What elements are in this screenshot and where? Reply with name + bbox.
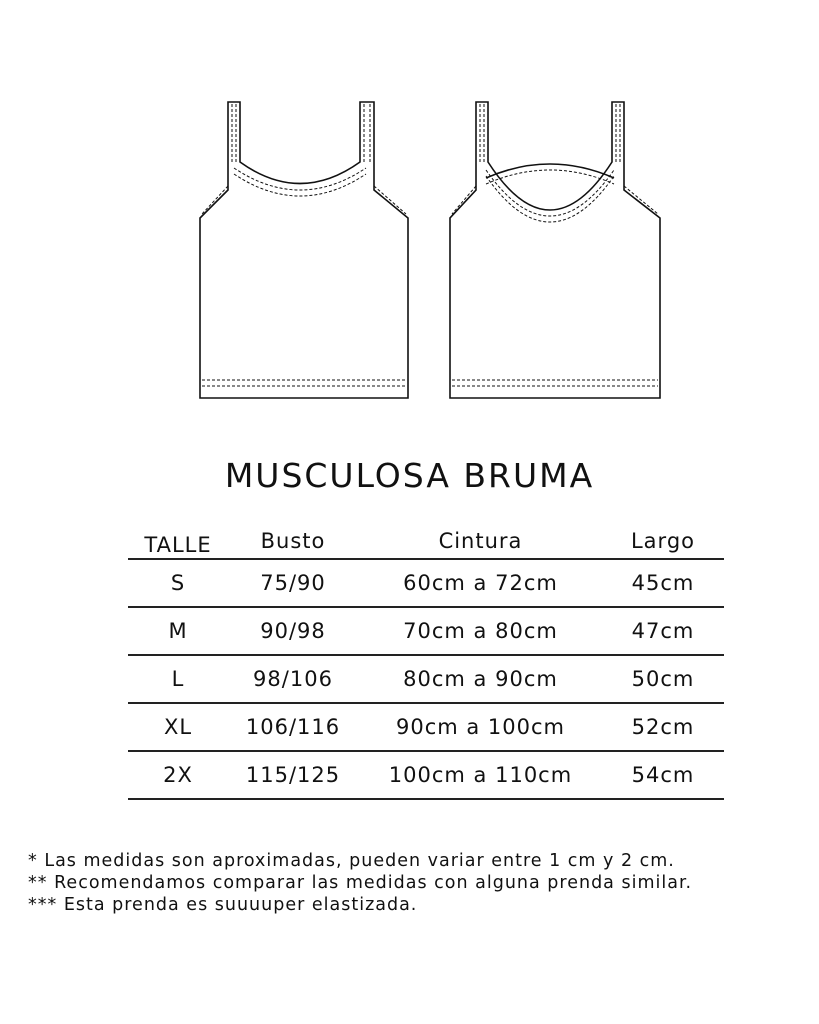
table-row xyxy=(128,656,724,704)
size-cell: S xyxy=(170,571,186,595)
largo-cell: 52cm xyxy=(631,715,695,739)
front-view-drawing xyxy=(200,102,408,398)
size-cell: L xyxy=(171,667,185,691)
largo-cell: 54cm xyxy=(631,763,695,787)
busto-cell: 98/106 xyxy=(253,667,333,691)
header-cintura: Cintura xyxy=(438,529,523,553)
cintura-cell: 80cm a 90cm xyxy=(403,667,558,691)
footnotes xyxy=(28,850,692,916)
size-cell: XL xyxy=(163,715,193,739)
busto-cell: 106/116 xyxy=(245,715,341,739)
table-row xyxy=(128,752,724,800)
cintura-cell: 90cm a 100cm xyxy=(395,715,566,739)
busto-cell: 90/98 xyxy=(260,619,326,643)
table-row xyxy=(128,704,724,752)
largo-cell: 45cm xyxy=(631,571,695,595)
table-header xyxy=(128,524,724,560)
largo-cell: 47cm xyxy=(631,619,695,643)
table-row xyxy=(128,560,724,608)
busto-cell: 115/125 xyxy=(245,763,341,787)
cintura-cell: 60cm a 72cm xyxy=(403,571,558,595)
cintura-cell: 70cm a 80cm xyxy=(403,619,558,643)
footnote-2: ** Recomendamos comparar las medidas con alguna prenda similar. xyxy=(28,873,693,893)
footnote-1: * Las medidas son aproximadas, pueden variar entre 1 cm y 2 cm. xyxy=(28,851,675,871)
header-largo: Largo xyxy=(630,529,695,553)
product-title: MUSCULOSA BRUMA xyxy=(224,456,595,495)
header-talle: TALLE xyxy=(144,533,212,557)
header-busto: Busto xyxy=(260,529,326,553)
footnote-3: *** Esta prenda es suuuuper elastizada. xyxy=(28,895,418,915)
size-cell: 2X xyxy=(163,763,193,787)
size-chart-table xyxy=(128,524,724,800)
cintura-cell: 100cm a 110cm xyxy=(388,763,573,787)
table-row xyxy=(128,608,724,656)
size-cell: M xyxy=(168,619,188,643)
largo-cell: 50cm xyxy=(631,667,695,691)
garment-illustration xyxy=(180,90,680,410)
back-view-drawing xyxy=(450,102,660,398)
busto-cell: 75/90 xyxy=(260,571,326,595)
